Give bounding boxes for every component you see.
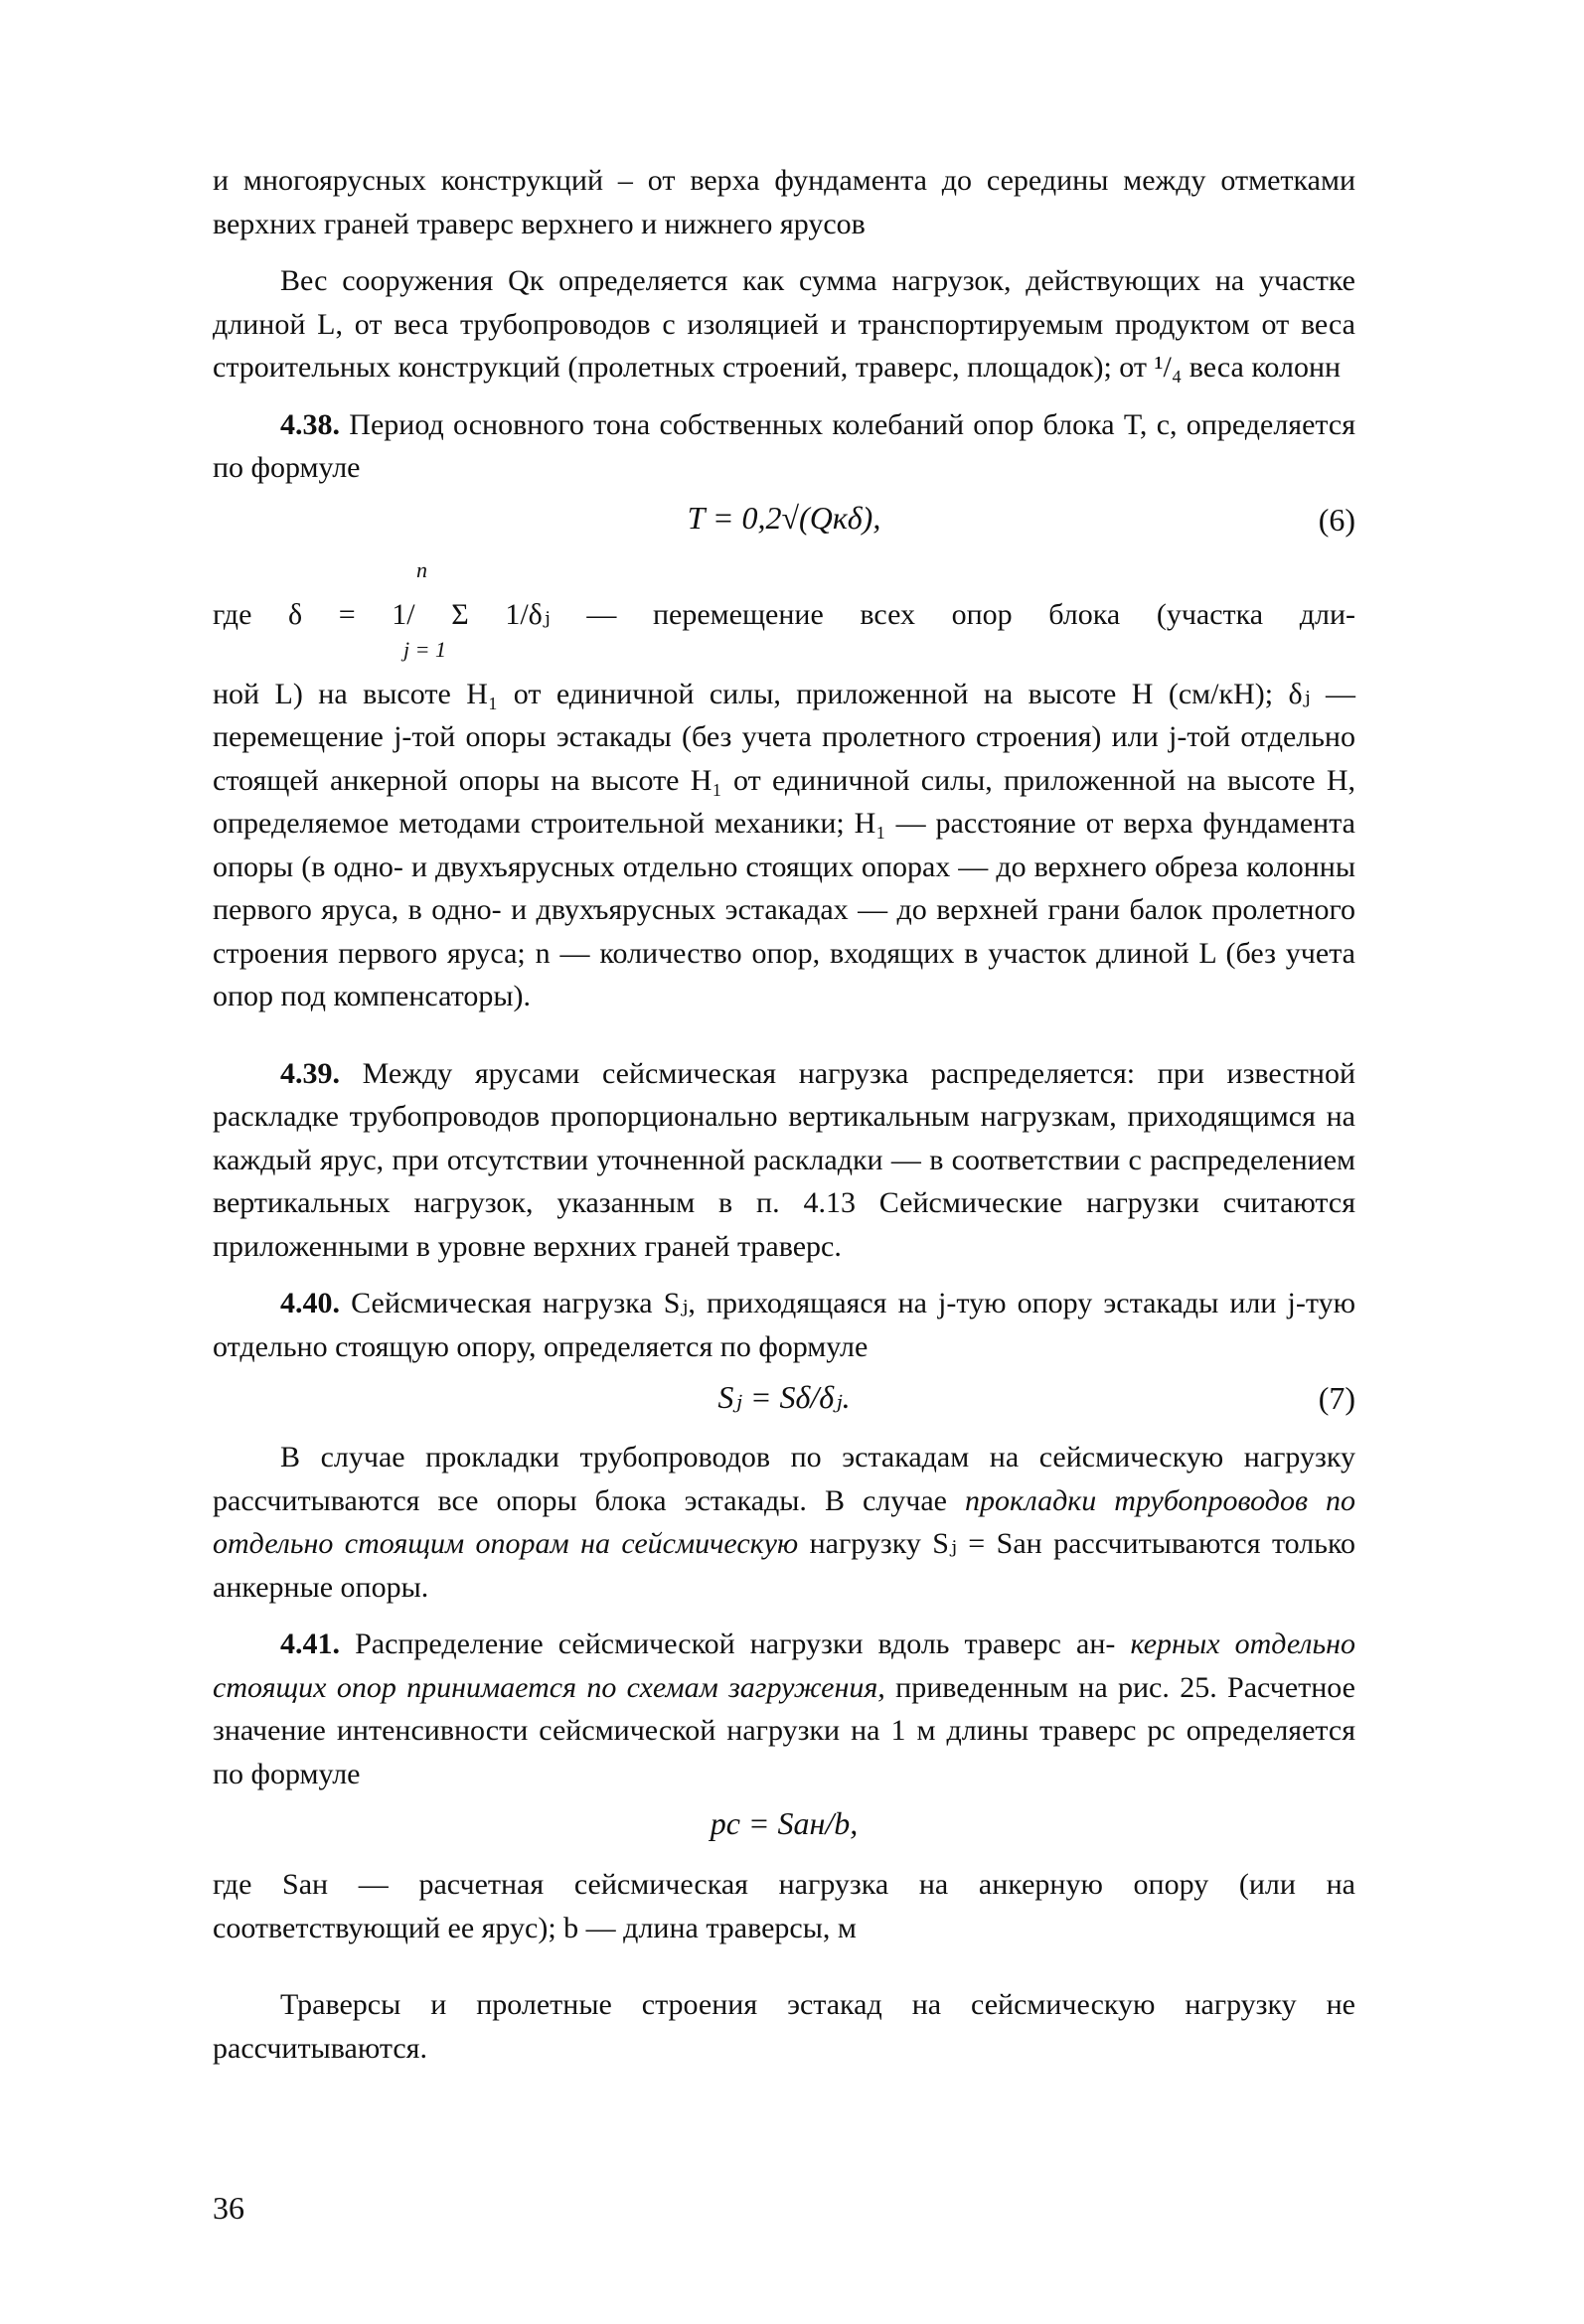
formula-6 bbox=[213, 496, 1355, 549]
paragraph-after-formula-7: В случае прокладки трубопроводов по эстакадам на сейсмическую нагрузку рассчитываются все опоры блока эстакады. В случае прокладки трубопроводов по отдельно стоящим опорам на сейсмическую нагрузку Sⱼ = Sан рассчитываются только анкерные опоры. bbox=[213, 1441, 1355, 1604]
final-paragraph: Траверсы и пролетные строения эстакад на сейсмическую нагрузку не рассчитываются. bbox=[213, 1988, 1355, 2065]
sum-lower-limit: j = 1 bbox=[403, 636, 446, 662]
section-text: Сейсмическая нагрузка Sⱼ, приходящаяся на j-тую опору эстакады или j-тую отдельно стоящую опору, определяется по формуле bbox=[213, 1287, 1356, 1363]
formula-expression: T = 0,2√(Qкδ), bbox=[687, 499, 881, 536]
paragraph-top: и многоярусных конструкций – от верха фундамента до середины между отметками верхних граней траверс верхнего и нижнего ярусов bbox=[213, 164, 1355, 240]
paragraph-weight: Вес сооружения Qк определяется как сумма нагрузок, действующих на участке длиной L, от веса трубопроводов с изоляцией и транспортируемым продуктом от веса строительных конструкций (пролетных строений, траверс, площадок); от ¹/₄ веса колонн bbox=[213, 264, 1355, 384]
section-4-39 bbox=[213, 1052, 1355, 1269]
formula-number: (6) bbox=[1318, 501, 1355, 538]
formula-number: (7) bbox=[1318, 1380, 1355, 1416]
sum-upper-limit: n bbox=[416, 556, 427, 582]
section-text: Между ярусами сейсмическая нагрузка распределяется: при известной раскладке трубопроводов пропорционально вертикальным нагрузкам, приходящимся на каждый ярус, при отсутствии уточненной раскладки — в соответствии с распределением вертикальных нагрузок, указанным в п. 4.13 Сейсмические нагрузки считаются приложенными в уровне верхних граней траверс. bbox=[213, 1056, 1356, 1263]
text-column bbox=[213, 159, 1355, 2070]
section-number: 4.38. bbox=[280, 407, 340, 441]
section-number: 4.41. bbox=[280, 1627, 340, 1660]
section-number: 4.40. bbox=[280, 1287, 340, 1319]
section-number: 4.39. bbox=[280, 1056, 340, 1090]
where-pc: где Sан — расчетная сейсмическая нагрузка на анкерную опору (или на соответствующий ее ярус); b — длина траверсы, м bbox=[213, 1868, 1355, 1944]
formula-pc bbox=[213, 1801, 1355, 1855]
formula-expression: pc = Sан/b, bbox=[710, 1805, 859, 1841]
where-line: где δ = 1/ Σ 1/δⱼ — перемещение всех опор блока (участка дли- bbox=[213, 597, 1355, 631]
section-4-40 bbox=[213, 1282, 1355, 1368]
section-4-38 bbox=[213, 403, 1355, 490]
where-definitions: ной L) на высоте H₁ от единичной силы, приложенной на высоте H (см/кН); δⱼ — перемещение j-той опоры эстакады (без учета пролетного строения) или j-той отдельно стоящей анкерной опоры на высоте H₁ от единичной силы, приложенной на высоте H, определяемое методами строительной механики; H₁ — расстояние от верха фундамента опоры (в одно- и двухъярусных отдельно стоящих опорах — до верхнего обреза колонны первого яруса, в одно- и двухъярусных эстакадах — до верхней грани балок пролетного строения первого яруса; n — количество опор, входящих в участок длиной L (без учета опор под компенсаторы). bbox=[213, 677, 1355, 1012]
page-number: 36 bbox=[213, 2190, 244, 2226]
section-4-41: 4.41. Распределение сейсмической нагрузки вдоль траверс ан- керных отдельно стоящих опор принимается по схемам загружения, приведенным на рис. 25. Расчетное значение интенсивности сейсмической нагрузки на 1 м длины траверс pc определяется по формуле bbox=[213, 1627, 1356, 1790]
formula-7 bbox=[213, 1374, 1355, 1428]
where-sum-block bbox=[213, 557, 1355, 687]
formula-expression: Sⱼ = Sδ/δⱼ. bbox=[717, 1379, 851, 1415]
section-text: Период основного тона собственных колебаний опор блока T, с, определяется по формуле bbox=[213, 407, 1356, 484]
